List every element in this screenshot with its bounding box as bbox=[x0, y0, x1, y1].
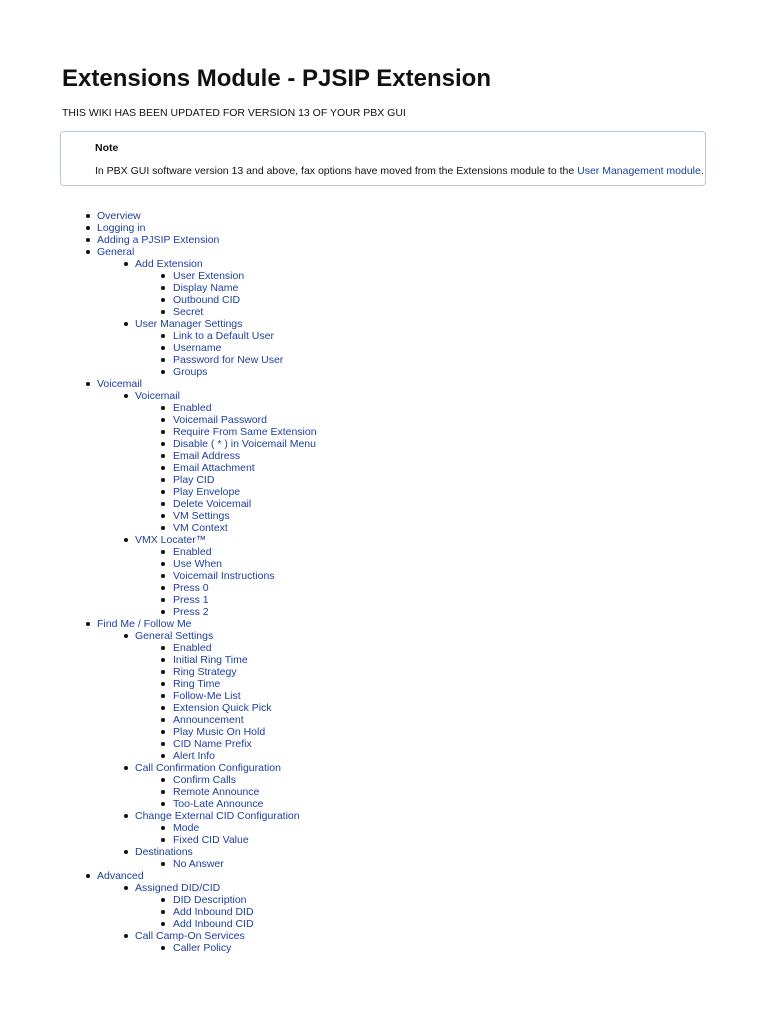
toc-link[interactable]: Enabled bbox=[173, 642, 212, 654]
toc-link[interactable]: Play Music On Hold bbox=[173, 726, 266, 738]
toc-item bbox=[0, 270, 768, 282]
page-title: Extensions Module - PJSIP Extension bbox=[62, 65, 491, 92]
bullet-icon bbox=[161, 562, 165, 566]
bullet-icon bbox=[161, 502, 165, 506]
toc-link[interactable]: User Extension bbox=[173, 270, 245, 282]
toc-link[interactable]: Assigned DID/CID bbox=[135, 882, 221, 894]
bullet-icon bbox=[161, 922, 165, 926]
toc-item bbox=[0, 450, 768, 462]
toc-item bbox=[0, 570, 768, 582]
toc-item bbox=[0, 594, 768, 606]
toc-item bbox=[0, 894, 768, 906]
toc-link[interactable]: General bbox=[97, 246, 135, 258]
toc-item bbox=[0, 678, 768, 690]
bullet-icon bbox=[161, 790, 165, 794]
toc-link[interactable]: Call Confirmation Configuration bbox=[135, 762, 281, 774]
toc-link[interactable]: Initial Ring Time bbox=[173, 654, 248, 666]
note-panel bbox=[60, 131, 706, 186]
bullet-icon bbox=[161, 610, 165, 614]
bullet-icon bbox=[161, 670, 165, 674]
toc-link[interactable]: Announcement bbox=[173, 714, 244, 726]
toc-item bbox=[0, 234, 768, 246]
toc-item bbox=[0, 762, 768, 774]
toc-item bbox=[0, 738, 768, 750]
bullet-icon bbox=[161, 658, 165, 662]
toc-link[interactable]: Secret bbox=[173, 306, 204, 318]
bullet-icon bbox=[161, 526, 165, 530]
bullet-icon bbox=[161, 694, 165, 698]
toc-item bbox=[0, 702, 768, 714]
toc-item bbox=[0, 942, 768, 954]
bullet-icon bbox=[86, 214, 90, 218]
toc-link[interactable]: Press 0 bbox=[173, 582, 209, 594]
bullet-icon bbox=[124, 394, 128, 398]
toc-item bbox=[0, 282, 768, 294]
toc-link[interactable]: Outbound CID bbox=[173, 294, 241, 306]
toc-link[interactable]: Fixed CID Value bbox=[173, 834, 249, 846]
bullet-icon bbox=[161, 454, 165, 458]
toc-link[interactable]: VM Settings bbox=[173, 510, 230, 522]
toc-item bbox=[0, 402, 768, 414]
toc-item bbox=[0, 438, 768, 450]
toc-item bbox=[0, 906, 768, 918]
bullet-icon bbox=[161, 418, 165, 422]
bullet-icon bbox=[161, 754, 165, 758]
bullet-icon bbox=[124, 814, 128, 818]
toc-item bbox=[0, 642, 768, 654]
toc-link[interactable]: Enabled bbox=[173, 546, 212, 558]
toc-link[interactable]: Require From Same Extension bbox=[173, 426, 317, 438]
bullet-icon bbox=[161, 574, 165, 578]
bullet-icon bbox=[161, 346, 165, 350]
toc-link[interactable]: Alert Info bbox=[173, 750, 216, 762]
note-text bbox=[95, 164, 704, 178]
bullet-icon bbox=[161, 742, 165, 746]
bullet-icon bbox=[161, 946, 165, 950]
bullet-icon bbox=[161, 430, 165, 434]
toc-item bbox=[0, 474, 768, 486]
toc-link[interactable]: Confirm Calls bbox=[173, 774, 237, 786]
toc-link[interactable]: Remote Announce bbox=[173, 786, 260, 798]
bullet-icon bbox=[161, 802, 165, 806]
bullet-icon bbox=[161, 826, 165, 830]
toc-item bbox=[0, 582, 768, 594]
toc-item bbox=[0, 486, 768, 498]
toc-link[interactable]: Add Inbound DID bbox=[173, 906, 254, 918]
bullet-icon bbox=[161, 838, 165, 842]
bullet-icon bbox=[86, 250, 90, 254]
toc-item bbox=[0, 666, 768, 678]
toc-link[interactable]: Extension Quick Pick bbox=[173, 702, 272, 714]
bullet-icon bbox=[124, 850, 128, 854]
bullet-icon bbox=[161, 298, 165, 302]
toc-link[interactable]: Voicemail Instructions bbox=[173, 570, 275, 582]
bullet-icon bbox=[161, 490, 165, 494]
table-of-contents bbox=[0, 210, 768, 954]
toc-link[interactable]: Press 2 bbox=[173, 606, 209, 618]
toc-link[interactable]: Delete Voicemail bbox=[173, 498, 252, 510]
bullet-icon bbox=[124, 538, 128, 542]
toc-link[interactable]: Voicemail bbox=[135, 390, 180, 402]
bullet-icon bbox=[124, 262, 128, 266]
bullet-icon bbox=[161, 646, 165, 650]
toc-item bbox=[0, 246, 768, 258]
toc-item bbox=[0, 510, 768, 522]
toc-item bbox=[0, 846, 768, 858]
bullet-icon bbox=[161, 598, 165, 602]
toc-link[interactable]: Email Address bbox=[173, 450, 241, 462]
toc-item bbox=[0, 618, 768, 630]
toc-link[interactable]: Password for New User bbox=[173, 354, 284, 366]
toc-link[interactable]: Follow-Me List bbox=[173, 690, 241, 702]
bullet-icon bbox=[86, 382, 90, 386]
toc-item bbox=[0, 930, 768, 942]
bullet-icon bbox=[124, 886, 128, 890]
toc-item bbox=[0, 390, 768, 402]
bullet-icon bbox=[124, 934, 128, 938]
toc-link[interactable]: Adding a PJSIP Extension bbox=[97, 234, 220, 246]
toc-item bbox=[0, 630, 768, 642]
toc-link[interactable]: Ring Strategy bbox=[173, 666, 237, 678]
bullet-icon bbox=[161, 718, 165, 722]
bullet-icon bbox=[161, 442, 165, 446]
bullet-icon bbox=[161, 334, 165, 338]
bullet-icon bbox=[161, 358, 165, 362]
toc-item bbox=[0, 918, 768, 930]
bullet-icon bbox=[161, 310, 165, 314]
toc-link[interactable]: Mode bbox=[173, 822, 200, 834]
toc-item bbox=[0, 654, 768, 666]
toc-link[interactable]: Find Me / Follow Me bbox=[97, 618, 192, 630]
note-title: Note bbox=[95, 142, 119, 154]
bullet-icon bbox=[161, 514, 165, 518]
bullet-icon bbox=[86, 226, 90, 230]
bullet-icon bbox=[161, 406, 165, 410]
toc-item bbox=[0, 426, 768, 438]
bullet-icon bbox=[124, 634, 128, 638]
toc-item bbox=[0, 798, 768, 810]
toc-item bbox=[0, 258, 768, 270]
bullet-icon bbox=[86, 874, 90, 878]
toc-item bbox=[0, 378, 768, 390]
toc-link[interactable]: Too-Late Announce bbox=[173, 798, 264, 810]
toc-link[interactable]: Overview bbox=[97, 210, 141, 222]
toc-link[interactable]: VM Context bbox=[173, 522, 228, 534]
toc-item bbox=[0, 786, 768, 798]
toc-link[interactable]: Press 1 bbox=[173, 594, 209, 606]
bullet-icon bbox=[161, 274, 165, 278]
toc-item bbox=[0, 354, 768, 366]
toc-item bbox=[0, 726, 768, 738]
toc-item bbox=[0, 294, 768, 306]
toc-item bbox=[0, 882, 768, 894]
bullet-icon bbox=[161, 586, 165, 590]
toc-link[interactable]: Username bbox=[173, 342, 222, 354]
note-text-before: In PBX GUI software version 13 and above, fax options have moved from the Extensions module to the bbox=[95, 165, 578, 177]
toc-link[interactable]: Groups bbox=[173, 366, 208, 378]
bullet-icon bbox=[161, 466, 165, 470]
toc-link[interactable]: Enabled bbox=[173, 402, 212, 414]
toc-item bbox=[0, 606, 768, 618]
toc-item bbox=[0, 414, 768, 426]
toc-link[interactable]: Add Inbound CID bbox=[173, 918, 254, 930]
toc-link[interactable]: User Manager Settings bbox=[135, 318, 243, 330]
toc-item bbox=[0, 690, 768, 702]
bullet-icon bbox=[161, 730, 165, 734]
bullet-icon bbox=[161, 706, 165, 710]
bullet-icon bbox=[124, 766, 128, 770]
toc-item bbox=[0, 822, 768, 834]
toc-link[interactable]: Logging in bbox=[97, 222, 146, 234]
toc-link[interactable]: Destinations bbox=[135, 846, 193, 858]
toc-link[interactable]: Call Camp-On Services bbox=[135, 930, 245, 942]
toc-item bbox=[0, 774, 768, 786]
toc-item bbox=[0, 306, 768, 318]
toc-link[interactable]: Play Envelope bbox=[173, 486, 241, 498]
toc-item bbox=[0, 810, 768, 822]
toc-item bbox=[0, 366, 768, 378]
version-notice: THIS WIKI HAS BEEN UPDATED FOR VERSION 13 OF YOUR PBX GUI bbox=[62, 107, 406, 119]
toc-link[interactable]: CID Name Prefix bbox=[173, 738, 252, 750]
bullet-icon bbox=[161, 910, 165, 914]
toc-item bbox=[0, 222, 768, 234]
bullet-icon bbox=[161, 550, 165, 554]
toc-link[interactable]: No Answer bbox=[173, 858, 224, 870]
bullet-icon bbox=[161, 862, 165, 866]
bullet-icon bbox=[124, 322, 128, 326]
toc-item bbox=[0, 558, 768, 570]
bullet-icon bbox=[161, 898, 165, 902]
toc-item bbox=[0, 858, 768, 870]
toc-link[interactable]: DID Description bbox=[173, 894, 247, 906]
toc-item bbox=[0, 750, 768, 762]
toc-item bbox=[0, 330, 768, 342]
toc-link[interactable]: Voicemail Password bbox=[173, 414, 267, 426]
toc-item bbox=[0, 462, 768, 474]
toc-link[interactable]: Display Name bbox=[173, 282, 239, 294]
toc-link[interactable]: VMX Locater™ bbox=[135, 534, 207, 546]
toc-item bbox=[0, 546, 768, 558]
user-management-link[interactable]: User Management module bbox=[577, 165, 701, 177]
bullet-icon bbox=[161, 370, 165, 374]
toc-link[interactable]: Voicemail bbox=[97, 378, 142, 390]
toc-link[interactable]: Disable ( * ) in Voicemail Menu bbox=[173, 438, 316, 450]
toc-link[interactable]: Change External CID Configuration bbox=[135, 810, 300, 822]
toc-item bbox=[0, 834, 768, 846]
bullet-icon bbox=[86, 238, 90, 242]
toc-link[interactable]: Advanced bbox=[97, 870, 144, 882]
toc-item bbox=[0, 522, 768, 534]
toc-item bbox=[0, 498, 768, 510]
toc-item bbox=[0, 318, 768, 330]
toc-item bbox=[0, 870, 768, 882]
toc-link[interactable]: Use When bbox=[173, 558, 223, 570]
toc-item bbox=[0, 342, 768, 354]
bullet-icon bbox=[161, 478, 165, 482]
toc-link[interactable]: Play CID bbox=[173, 474, 215, 486]
bullet-icon bbox=[86, 622, 90, 626]
toc-link[interactable]: Caller Policy bbox=[173, 942, 232, 954]
toc-item bbox=[0, 210, 768, 222]
toc-item bbox=[0, 534, 768, 546]
toc-link[interactable]: General Settings bbox=[135, 630, 214, 642]
toc-link[interactable]: Add Extension bbox=[135, 258, 203, 270]
note-text-after: . bbox=[700, 165, 704, 177]
bullet-icon bbox=[161, 286, 165, 290]
toc-item bbox=[0, 714, 768, 726]
bullet-icon bbox=[161, 778, 165, 782]
toc-link[interactable]: Ring Time bbox=[173, 678, 221, 690]
bullet-icon bbox=[161, 682, 165, 686]
toc-link[interactable]: Email Attachment bbox=[173, 462, 255, 474]
toc-link[interactable]: Link to a Default User bbox=[173, 330, 274, 342]
